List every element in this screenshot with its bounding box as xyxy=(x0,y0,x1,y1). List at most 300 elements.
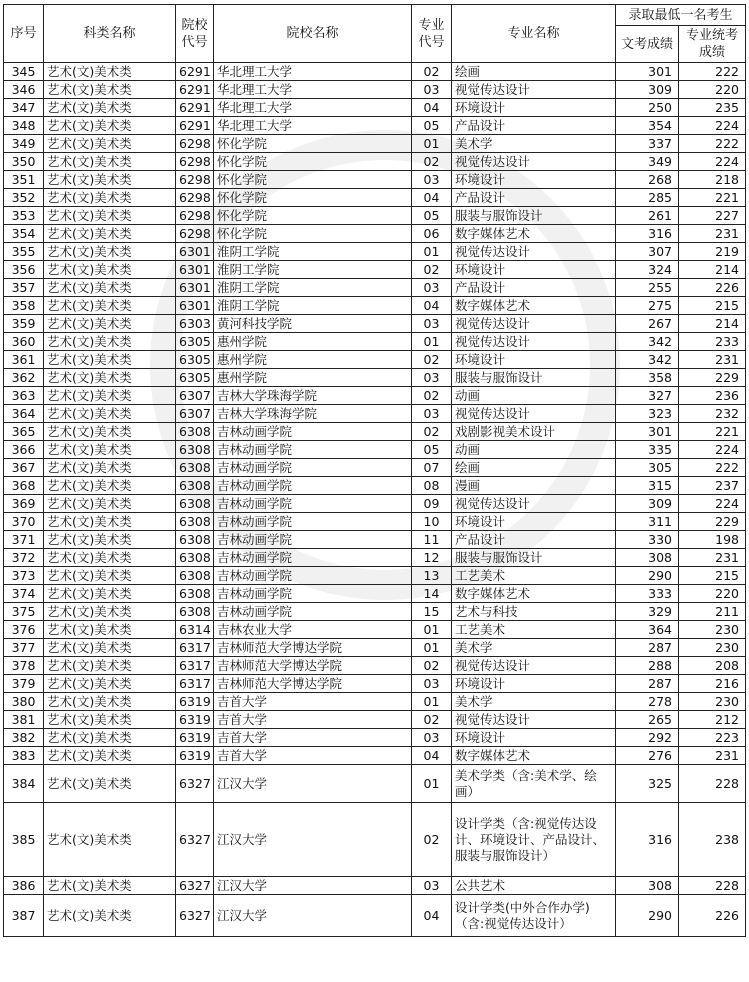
school-name-cell: 怀化学院 xyxy=(214,135,412,153)
category-cell: 艺术(文)美术类 xyxy=(44,99,176,117)
category-cell: 艺术(文)美术类 xyxy=(44,315,176,333)
category-cell: 艺术(文)美术类 xyxy=(44,63,176,81)
culture-score-cell: 265 xyxy=(616,711,679,729)
school-name-cell: 惠州学院 xyxy=(214,351,412,369)
major-code-cell: 05 xyxy=(412,441,452,459)
category-cell: 艺术(文)美术类 xyxy=(44,531,176,549)
school-code-cell: 6319 xyxy=(176,693,214,711)
category-cell: 艺术(文)美术类 xyxy=(44,243,176,261)
pro-score-cell: 220 xyxy=(679,585,746,603)
seq-cell: 379 xyxy=(4,675,44,693)
pro-score-cell: 222 xyxy=(679,459,746,477)
major-name-cell: 视觉传达设计 xyxy=(452,81,616,99)
category-cell: 艺术(文)美术类 xyxy=(44,405,176,423)
school-code-cell: 6317 xyxy=(176,675,214,693)
major-name-cell: 美术学 xyxy=(452,135,616,153)
header-culture-score: 文考成绩 xyxy=(616,26,679,63)
school-name-cell: 江汉大学 xyxy=(214,877,412,895)
school-name-cell: 吉林动画学院 xyxy=(214,477,412,495)
table-row xyxy=(4,315,746,333)
culture-score-cell: 301 xyxy=(616,423,679,441)
major-name-cell: 美术学类（含:美术学、绘画） xyxy=(452,765,616,803)
major-name-cell: 工艺美术 xyxy=(452,621,616,639)
major-name-cell: 环境设计 xyxy=(452,729,616,747)
major-code-cell: 03 xyxy=(412,729,452,747)
school-code-cell: 6298 xyxy=(176,225,214,243)
culture-score-cell: 327 xyxy=(616,387,679,405)
school-name-cell: 怀化学院 xyxy=(214,189,412,207)
culture-score-cell: 354 xyxy=(616,117,679,135)
school-name-cell: 吉林师范大学博达学院 xyxy=(214,657,412,675)
pro-score-cell: 223 xyxy=(679,729,746,747)
major-name-cell: 服装与服饰设计 xyxy=(452,549,616,567)
category-cell: 艺术(文)美术类 xyxy=(44,711,176,729)
category-cell: 艺术(文)美术类 xyxy=(44,225,176,243)
school-name-cell: 江汉大学 xyxy=(214,765,412,803)
table-row xyxy=(4,693,746,711)
seq-cell: 361 xyxy=(4,351,44,369)
major-name-cell: 视觉传达设计 xyxy=(452,153,616,171)
seq-cell: 387 xyxy=(4,895,44,937)
school-code-cell: 6308 xyxy=(176,603,214,621)
school-code-cell: 6298 xyxy=(176,135,214,153)
seq-cell: 365 xyxy=(4,423,44,441)
admission-score-table-container xyxy=(3,4,745,937)
school-name-cell: 吉林动画学院 xyxy=(214,441,412,459)
school-code-cell: 6301 xyxy=(176,261,214,279)
major-code-cell: 03 xyxy=(412,171,452,189)
school-code-cell: 6308 xyxy=(176,477,214,495)
pro-score-cell: 218 xyxy=(679,171,746,189)
culture-score-cell: 268 xyxy=(616,171,679,189)
table-row xyxy=(4,261,746,279)
school-code-cell: 6319 xyxy=(176,747,214,765)
seq-cell: 383 xyxy=(4,747,44,765)
culture-score-cell: 325 xyxy=(616,765,679,803)
major-code-cell: 03 xyxy=(412,315,452,333)
table-row xyxy=(4,423,746,441)
table-row xyxy=(4,657,746,675)
table-row xyxy=(4,877,746,895)
table-row xyxy=(4,369,746,387)
category-cell: 艺术(文)美术类 xyxy=(44,207,176,225)
culture-score-cell: 250 xyxy=(616,99,679,117)
major-code-cell: 03 xyxy=(412,405,452,423)
major-code-cell: 05 xyxy=(412,117,452,135)
school-code-cell: 6319 xyxy=(176,729,214,747)
school-name-cell: 怀化学院 xyxy=(214,225,412,243)
category-cell: 艺术(文)美术类 xyxy=(44,135,176,153)
major-code-cell: 03 xyxy=(412,81,452,99)
major-name-cell: 视觉传达设计 xyxy=(452,243,616,261)
school-name-cell: 吉林动画学院 xyxy=(214,459,412,477)
category-cell: 艺术(文)美术类 xyxy=(44,877,176,895)
culture-score-cell: 309 xyxy=(616,81,679,99)
major-name-cell: 数字媒体艺术 xyxy=(452,297,616,315)
school-name-cell: 华北理工大学 xyxy=(214,63,412,81)
header-school-code: 院校代号 xyxy=(176,5,214,63)
seq-cell: 380 xyxy=(4,693,44,711)
pro-score-cell: 221 xyxy=(679,423,746,441)
school-code-cell: 6301 xyxy=(176,297,214,315)
culture-score-cell: 292 xyxy=(616,729,679,747)
major-name-cell: 数字媒体艺术 xyxy=(452,225,616,243)
table-body xyxy=(4,63,746,937)
school-name-cell: 淮阴工学院 xyxy=(214,297,412,315)
seq-cell: 354 xyxy=(4,225,44,243)
culture-score-cell: 335 xyxy=(616,441,679,459)
school-name-cell: 吉林动画学院 xyxy=(214,531,412,549)
category-cell: 艺术(文)美术类 xyxy=(44,189,176,207)
major-name-cell: 视觉传达设计 xyxy=(452,333,616,351)
category-cell: 艺术(文)美术类 xyxy=(44,621,176,639)
school-code-cell: 6303 xyxy=(176,315,214,333)
seq-cell: 375 xyxy=(4,603,44,621)
school-code-cell: 6298 xyxy=(176,153,214,171)
major-name-cell: 设计学类(中外合作办学)（含:视觉传达设计） xyxy=(452,895,616,937)
pro-score-cell: 224 xyxy=(679,441,746,459)
major-name-cell: 环境设计 xyxy=(452,99,616,117)
pro-score-cell: 237 xyxy=(679,477,746,495)
culture-score-cell: 288 xyxy=(616,657,679,675)
culture-score-cell: 255 xyxy=(616,279,679,297)
school-name-cell: 吉林农业大学 xyxy=(214,621,412,639)
pro-score-cell: 222 xyxy=(679,135,746,153)
pro-score-cell: 233 xyxy=(679,333,746,351)
school-name-cell: 淮阴工学院 xyxy=(214,243,412,261)
category-cell: 艺术(文)美术类 xyxy=(44,423,176,441)
seq-cell: 346 xyxy=(4,81,44,99)
table-row xyxy=(4,531,746,549)
category-cell: 艺术(文)美术类 xyxy=(44,639,176,657)
major-code-cell: 12 xyxy=(412,549,452,567)
school-code-cell: 6314 xyxy=(176,621,214,639)
seq-cell: 355 xyxy=(4,243,44,261)
table-row xyxy=(4,405,746,423)
table-row xyxy=(4,495,746,513)
major-code-cell: 04 xyxy=(412,297,452,315)
culture-score-cell: 287 xyxy=(616,639,679,657)
major-name-cell: 美术学 xyxy=(452,693,616,711)
culture-score-cell: 316 xyxy=(616,803,679,877)
category-cell: 艺术(文)美术类 xyxy=(44,729,176,747)
culture-score-cell: 337 xyxy=(616,135,679,153)
school-code-cell: 6308 xyxy=(176,531,214,549)
school-name-cell: 怀化学院 xyxy=(214,207,412,225)
culture-score-cell: 301 xyxy=(616,63,679,81)
category-cell: 艺术(文)美术类 xyxy=(44,279,176,297)
table-row xyxy=(4,243,746,261)
major-code-cell: 03 xyxy=(412,877,452,895)
pro-score-cell: 214 xyxy=(679,315,746,333)
school-code-cell: 6308 xyxy=(176,495,214,513)
category-cell: 艺术(文)美术类 xyxy=(44,333,176,351)
major-code-cell: 02 xyxy=(412,153,452,171)
pro-score-cell: 231 xyxy=(679,747,746,765)
school-code-cell: 6317 xyxy=(176,639,214,657)
school-code-cell: 6308 xyxy=(176,423,214,441)
pro-score-cell: 235 xyxy=(679,99,746,117)
category-cell: 艺术(文)美术类 xyxy=(44,567,176,585)
school-name-cell: 惠州学院 xyxy=(214,369,412,387)
major-code-cell: 05 xyxy=(412,207,452,225)
major-name-cell: 环境设计 xyxy=(452,513,616,531)
seq-cell: 345 xyxy=(4,63,44,81)
seq-cell: 373 xyxy=(4,567,44,585)
culture-score-cell: 342 xyxy=(616,351,679,369)
pro-score-cell: 231 xyxy=(679,351,746,369)
category-cell: 艺术(文)美术类 xyxy=(44,675,176,693)
school-code-cell: 6305 xyxy=(176,351,214,369)
school-name-cell: 怀化学院 xyxy=(214,171,412,189)
table-row xyxy=(4,513,746,531)
category-cell: 艺术(文)美术类 xyxy=(44,765,176,803)
category-cell: 艺术(文)美术类 xyxy=(44,693,176,711)
major-name-cell: 环境设计 xyxy=(452,675,616,693)
seq-cell: 386 xyxy=(4,877,44,895)
pro-score-cell: 230 xyxy=(679,693,746,711)
table-row xyxy=(4,765,746,803)
seq-cell: 359 xyxy=(4,315,44,333)
major-code-cell: 15 xyxy=(412,603,452,621)
culture-score-cell: 364 xyxy=(616,621,679,639)
pro-score-cell: 208 xyxy=(679,657,746,675)
school-name-cell: 江汉大学 xyxy=(214,895,412,937)
table-row xyxy=(4,225,746,243)
culture-score-cell: 267 xyxy=(616,315,679,333)
table-row xyxy=(4,549,746,567)
school-code-cell: 6308 xyxy=(176,513,214,531)
category-cell: 艺术(文)美术类 xyxy=(44,441,176,459)
major-name-cell: 视觉传达设计 xyxy=(452,657,616,675)
seq-cell: 348 xyxy=(4,117,44,135)
major-code-cell: 04 xyxy=(412,895,452,937)
school-name-cell: 吉首大学 xyxy=(214,711,412,729)
major-code-cell: 13 xyxy=(412,567,452,585)
major-name-cell: 绘画 xyxy=(452,63,616,81)
pro-score-cell: 232 xyxy=(679,405,746,423)
school-name-cell: 黄河科技学院 xyxy=(214,315,412,333)
table-row xyxy=(4,585,746,603)
school-code-cell: 6319 xyxy=(176,711,214,729)
table-row xyxy=(4,153,746,171)
major-code-cell: 08 xyxy=(412,477,452,495)
category-cell: 艺术(文)美术类 xyxy=(44,117,176,135)
school-name-cell: 吉林师范大学博达学院 xyxy=(214,675,412,693)
category-cell: 艺术(文)美术类 xyxy=(44,603,176,621)
table-row xyxy=(4,621,746,639)
seq-cell: 351 xyxy=(4,171,44,189)
pro-score-cell: 221 xyxy=(679,189,746,207)
major-code-cell: 10 xyxy=(412,513,452,531)
table-row xyxy=(4,729,746,747)
school-name-cell: 吉林动画学院 xyxy=(214,513,412,531)
major-name-cell: 动画 xyxy=(452,387,616,405)
school-name-cell: 吉林动画学院 xyxy=(214,567,412,585)
category-cell: 艺术(文)美术类 xyxy=(44,747,176,765)
table-row xyxy=(4,441,746,459)
seq-cell: 385 xyxy=(4,803,44,877)
school-name-cell: 惠州学院 xyxy=(214,333,412,351)
table-header xyxy=(4,5,746,63)
major-code-cell: 03 xyxy=(412,279,452,297)
seq-cell: 372 xyxy=(4,549,44,567)
major-name-cell: 视觉传达设计 xyxy=(452,495,616,513)
major-code-cell: 01 xyxy=(412,135,452,153)
table-row xyxy=(4,387,746,405)
table-row xyxy=(4,297,746,315)
seq-cell: 350 xyxy=(4,153,44,171)
category-cell: 艺术(文)美术类 xyxy=(44,369,176,387)
school-code-cell: 6305 xyxy=(176,369,214,387)
school-code-cell: 6317 xyxy=(176,657,214,675)
seq-cell: 347 xyxy=(4,99,44,117)
table-row xyxy=(4,477,746,495)
culture-score-cell: 358 xyxy=(616,369,679,387)
major-name-cell: 漫画 xyxy=(452,477,616,495)
major-code-cell: 11 xyxy=(412,531,452,549)
major-name-cell: 视觉传达设计 xyxy=(452,405,616,423)
major-name-cell: 产品设计 xyxy=(452,117,616,135)
school-name-cell: 吉首大学 xyxy=(214,747,412,765)
pro-score-cell: 228 xyxy=(679,877,746,895)
seq-cell: 362 xyxy=(4,369,44,387)
major-name-cell: 视觉传达设计 xyxy=(452,315,616,333)
major-name-cell: 工艺美术 xyxy=(452,567,616,585)
school-code-cell: 6301 xyxy=(176,279,214,297)
major-code-cell: 01 xyxy=(412,765,452,803)
school-code-cell: 6308 xyxy=(176,585,214,603)
school-name-cell: 华北理工大学 xyxy=(214,99,412,117)
table-row xyxy=(4,117,746,135)
pro-score-cell: 230 xyxy=(679,621,746,639)
pro-score-cell: 214 xyxy=(679,261,746,279)
category-cell: 艺术(文)美术类 xyxy=(44,261,176,279)
category-cell: 艺术(文)美术类 xyxy=(44,459,176,477)
school-code-cell: 6308 xyxy=(176,567,214,585)
major-code-cell: 02 xyxy=(412,351,452,369)
school-code-cell: 6298 xyxy=(176,189,214,207)
pro-score-cell: 220 xyxy=(679,81,746,99)
major-name-cell: 数字媒体艺术 xyxy=(452,747,616,765)
school-code-cell: 6291 xyxy=(176,81,214,99)
table-row xyxy=(4,895,746,937)
category-cell: 艺术(文)美术类 xyxy=(44,549,176,567)
major-name-cell: 环境设计 xyxy=(452,351,616,369)
culture-score-cell: 323 xyxy=(616,405,679,423)
major-name-cell: 产品设计 xyxy=(452,531,616,549)
seq-cell: 363 xyxy=(4,387,44,405)
major-name-cell: 公共艺术 xyxy=(452,877,616,895)
table-row xyxy=(4,711,746,729)
culture-score-cell: 311 xyxy=(616,513,679,531)
major-code-cell: 02 xyxy=(412,387,452,405)
table-row xyxy=(4,803,746,877)
major-name-cell: 环境设计 xyxy=(452,171,616,189)
category-cell: 艺术(文)美术类 xyxy=(44,171,176,189)
table-row xyxy=(4,639,746,657)
major-code-cell: 07 xyxy=(412,459,452,477)
culture-score-cell: 333 xyxy=(616,585,679,603)
pro-score-cell: 231 xyxy=(679,549,746,567)
school-name-cell: 华北理工大学 xyxy=(214,81,412,99)
seq-cell: 349 xyxy=(4,135,44,153)
seq-cell: 367 xyxy=(4,459,44,477)
major-code-cell: 02 xyxy=(412,423,452,441)
pro-score-cell: 236 xyxy=(679,387,746,405)
pro-score-cell: 224 xyxy=(679,117,746,135)
school-code-cell: 6327 xyxy=(176,803,214,877)
table-row xyxy=(4,189,746,207)
table-row xyxy=(4,333,746,351)
culture-score-cell: 315 xyxy=(616,477,679,495)
major-name-cell: 服装与服饰设计 xyxy=(452,369,616,387)
table-row xyxy=(4,747,746,765)
school-code-cell: 6308 xyxy=(176,441,214,459)
school-name-cell: 吉林师范大学博达学院 xyxy=(214,639,412,657)
culture-score-cell: 261 xyxy=(616,207,679,225)
school-name-cell: 吉林动画学院 xyxy=(214,495,412,513)
category-cell: 艺术(文)美术类 xyxy=(44,297,176,315)
school-name-cell: 吉首大学 xyxy=(214,693,412,711)
major-code-cell: 04 xyxy=(412,99,452,117)
header-school-name: 院校名称 xyxy=(214,5,412,63)
pro-score-cell: 224 xyxy=(679,495,746,513)
culture-score-cell: 275 xyxy=(616,297,679,315)
seq-cell: 358 xyxy=(4,297,44,315)
culture-score-cell: 309 xyxy=(616,495,679,513)
table-row xyxy=(4,603,746,621)
header-major-name: 专业名称 xyxy=(452,5,616,63)
culture-score-cell: 285 xyxy=(616,189,679,207)
major-code-cell: 06 xyxy=(412,225,452,243)
pro-score-cell: 231 xyxy=(679,225,746,243)
seq-cell: 369 xyxy=(4,495,44,513)
pro-score-cell: 212 xyxy=(679,711,746,729)
pro-score-cell: 198 xyxy=(679,531,746,549)
school-code-cell: 6298 xyxy=(176,207,214,225)
major-code-cell: 04 xyxy=(412,189,452,207)
table-row xyxy=(4,171,746,189)
culture-score-cell: 308 xyxy=(616,549,679,567)
major-name-cell: 产品设计 xyxy=(452,189,616,207)
major-code-cell: 01 xyxy=(412,621,452,639)
category-cell: 艺术(文)美术类 xyxy=(44,495,176,513)
major-code-cell: 02 xyxy=(412,711,452,729)
school-code-cell: 6327 xyxy=(176,895,214,937)
school-name-cell: 吉林动画学院 xyxy=(214,603,412,621)
culture-score-cell: 342 xyxy=(616,333,679,351)
header-major-code: 专业代号 xyxy=(412,5,452,63)
major-name-cell: 动画 xyxy=(452,441,616,459)
seq-cell: 384 xyxy=(4,765,44,803)
seq-cell: 368 xyxy=(4,477,44,495)
admission-score-table xyxy=(3,4,746,937)
major-name-cell: 美术学 xyxy=(452,639,616,657)
header-lowest-score-group: 录取最低一名考生 xyxy=(616,5,746,26)
major-name-cell: 艺术与科技 xyxy=(452,603,616,621)
school-code-cell: 6327 xyxy=(176,877,214,895)
pro-score-cell: 226 xyxy=(679,279,746,297)
pro-score-cell: 229 xyxy=(679,513,746,531)
culture-score-cell: 276 xyxy=(616,747,679,765)
major-code-cell: 03 xyxy=(412,369,452,387)
seq-cell: 381 xyxy=(4,711,44,729)
category-cell: 艺术(文)美术类 xyxy=(44,657,176,675)
major-code-cell: 04 xyxy=(412,747,452,765)
school-name-cell: 吉林大学珠海学院 xyxy=(214,387,412,405)
school-code-cell: 6298 xyxy=(176,171,214,189)
